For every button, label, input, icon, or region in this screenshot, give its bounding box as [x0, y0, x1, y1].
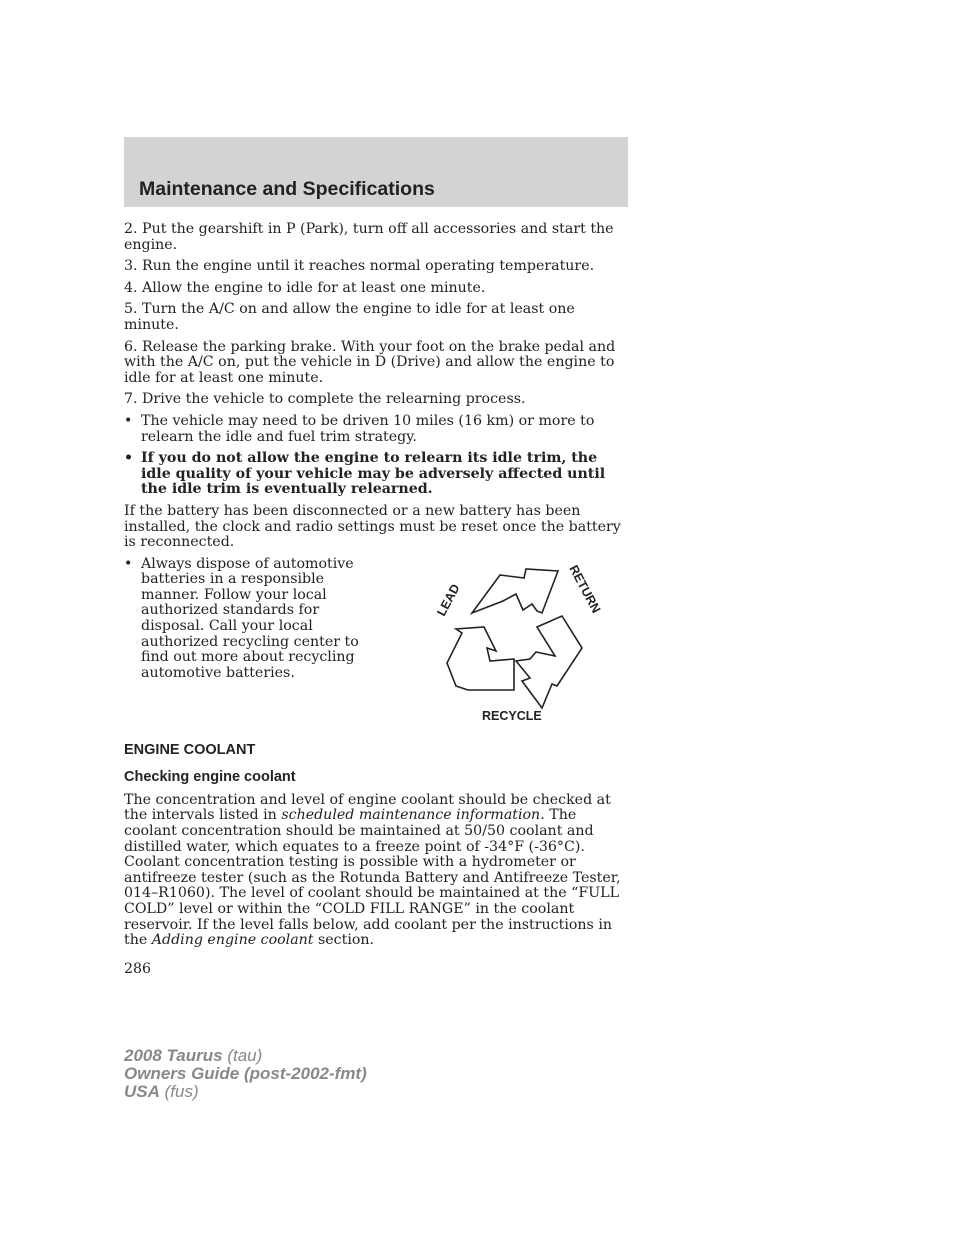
label-return: RETURN [566, 562, 604, 616]
step-3: 3. Run the engine until it reaches normal operating temperature. [124, 258, 595, 275]
recycle-arrows-icon [392, 553, 612, 723]
recycle-section [124, 557, 628, 723]
bullet-marker: • [124, 555, 133, 572]
checking-coolant-heading: Checking engine coolant [124, 769, 296, 786]
footer-model: 2008 Taurus [124, 1046, 223, 1065]
battery-note: If the battery has been disconnected or a new battery has been installed, the clock and radio settings must be reset once the battery is reconnected. [124, 502, 621, 551]
footer-line-2: Owners Guide (post-2002-fmt) [124, 1064, 367, 1083]
step-6: 6. Release the parking brake. With your foot on the brake pedal and with the A/C on, put the vehicle in D (Drive) and allow the engine to idle for at least one minute. [124, 338, 616, 386]
bullet-marker: • [124, 412, 133, 429]
bullet-dispose [124, 557, 374, 682]
step-2: 2. Put the gearshift in P (Park), turn off all accessories and start the engine. [124, 221, 614, 253]
document-footer [124, 1047, 367, 1101]
engine-coolant-heading: ENGINE COOLANT [124, 741, 256, 758]
section-title: Maintenance and Specifications [139, 178, 435, 200]
bullet-relearn-distance [124, 414, 628, 445]
coolant-text-3: section. [313, 932, 375, 949]
step-5: 5. Turn the A/C on and allow the engine to idle for at least one minute. [124, 301, 575, 333]
coolant-text-1: The concentration and level of engine coolant should be checked at the intervals listed in [124, 791, 611, 824]
label-lead: LEAD [434, 581, 463, 619]
page-content [124, 222, 628, 977]
scheduled-maintenance-ref: scheduled maintenance information. [281, 807, 545, 824]
bullet-text: If you do not allow the engine to relearn its idle trim, the idle quality of your vehicle may be adversely affected until the idle trim is eventually relearned. [141, 450, 606, 498]
recycle-symbol [392, 553, 612, 723]
bullet-warning [124, 451, 628, 498]
coolant-paragraph [124, 793, 628, 949]
step-7: 7. Drive the vehicle to complete the relearning process. [124, 391, 526, 408]
adding-coolant-ref: Adding engine coolant [151, 932, 314, 949]
footer-market: USA [124, 1082, 160, 1101]
footer-line-3 [124, 1083, 367, 1101]
label-recycle: RECYCLE [482, 708, 542, 723]
page-number: 286 [124, 960, 152, 977]
bullet-marker: • [124, 450, 134, 467]
bullet-text: Always dispose of automotive batteries in a responsible manner. Follow your local authorized standards for disposal. Call your local authorized recycling center to find out more about recycling automotive batteries. [141, 555, 359, 681]
section-header [124, 137, 628, 207]
coolant-text-2: The coolant concentration should be maintained at 50/50 coolant and distilled water, which equates to a freeze point of -34°F (-36°C). Coolant concentration testing is possible with a hydrometer or antifreeze tester (such as the Rotunda Battery and Antifreeze Tester, 014–R1060). The level of coolant should be maintained at the “FULL COLD” level or within the “COLD FILL RANGE” in the coolant reservoir. If the level falls below, add coolant per the instructions in the [124, 807, 621, 949]
bullet-text: The vehicle may need to be driven 10 miles (16 km) or more to relearn the idle and fuel trim strategy. [141, 412, 595, 445]
step-4: 4. Allow the engine to idle for at least one minute. [124, 279, 486, 296]
footer-market-code: (fus) [159, 1082, 199, 1101]
footer-model-code: (tau) [222, 1046, 263, 1065]
footer-line-1 [124, 1047, 367, 1065]
